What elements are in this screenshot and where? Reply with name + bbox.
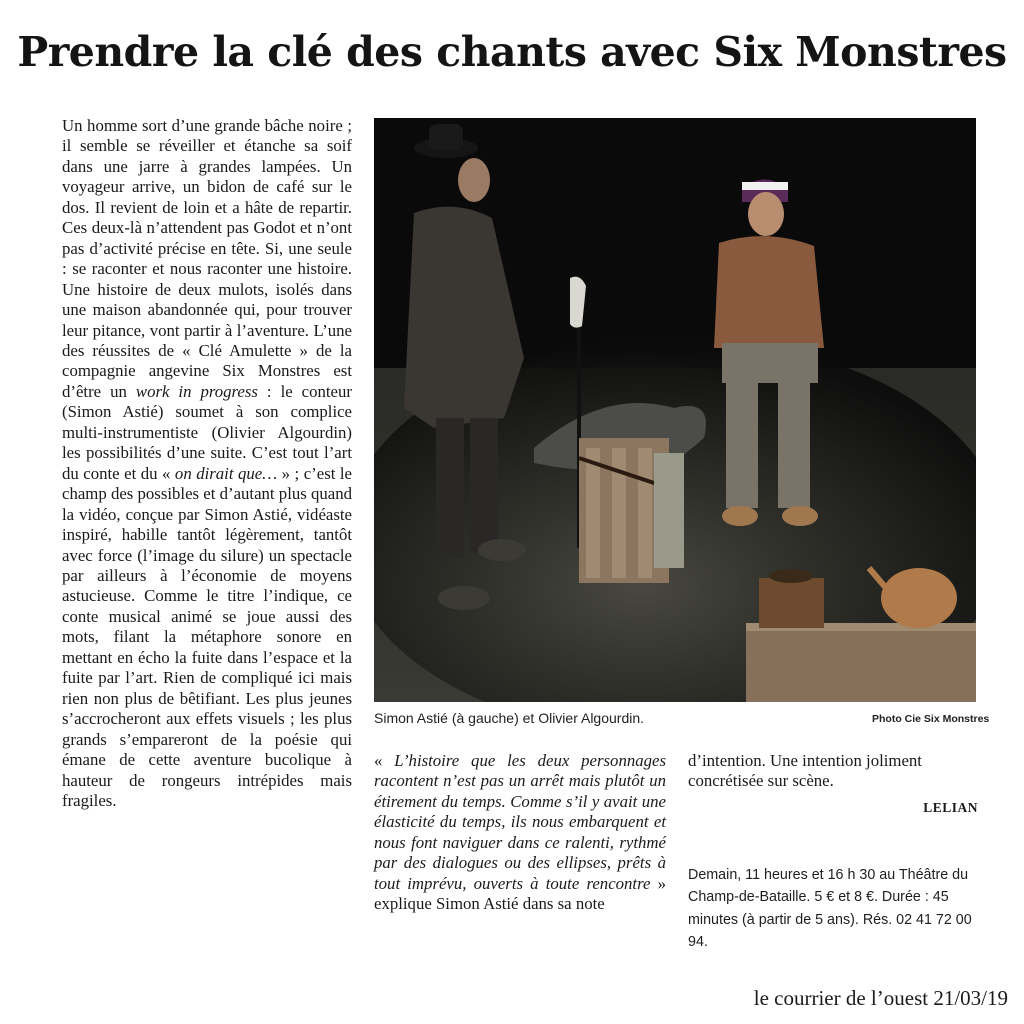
article-paragraph: d’intention. Une intention joliment concrétisée sur scène.	[688, 751, 922, 791]
quote-open: «	[374, 751, 395, 770]
article-text: : le conteur (Simon Astié) soumet à son complice multi-instrumentiste (Olivier Algourdin) les possibilités d’une suite. C’est tout l’art du conte et du «	[62, 381, 352, 483]
headline: Prendre la clé des chants avec Six Monstres	[17, 28, 1007, 76]
article-italic-text: work in progress	[135, 381, 258, 401]
practical-info-text: Demain, 11 heures et 16 h 30 au Théâtre du Champ-de-Bataille. 5 € et 8 €. Durée : 45 minutes (à partir de 5 ans). Rés. 02 41 72 00 94.	[688, 867, 972, 950]
article-column-2	[374, 751, 666, 915]
article-text: » ; c’est le champ des possibles et d’autant plus quand la vidéo, conçue par Simon Astié, vidéaste inspiré, habille tantôt légèrement, tantôt avec force (l’image du silure) un spectacle par ailleurs à l’économie de moyens astucieuse. Comme le titre l’indique, ce conte musical animé se joue aussi des mots, filant la métaphore sonore en mettant en écho la fuite dans l’espace et la fuite par l’art. Rien de compliqué ici mais rien non plus de bêtifiant. Les plus jeunes s’accrocheront aux effets visuels ; les plus grands s’empareront de la poésie qui émane de cette aventure bucolique à hauteur de rongeurs intrépides mais fragiles.	[62, 463, 353, 810]
coffee-grinder	[759, 578, 824, 628]
article-text: Un homme sort d’une grande bâche noire ; il semble se réveiller et étanche sa soif dans une jarre à grandes lampées. Un voyageur arrive, un bidon de café sur le dos. Il revient de loin et a hâte de repartir. Ces deux-là n’attendent pas Godot et n’ont pas d’activité précise en tête. Si, une seule : se raconter et nous raconter une histoire. Une histoire de deux mulots, isolés dans une maison abandonnée qui, pour trouver leur pitance, vont partir à l’aventure. L’une des réussites de « Clé Amulette » de la compagnie angevine Six Monstres est d’être un	[62, 116, 352, 401]
photo-credit: Photo Cie Six Monstres	[872, 713, 990, 725]
author-signature: LELIAN	[923, 800, 978, 815]
quote-text: L’histoire que les deux personnages racontent n’est pas un arrêt mais plutôt un étirement du temps. Comme s’il y avait une élasticité du temps, ils nous embarquent et nous font naviguer dans ce ralenti, rythmé par des dialogues ou des ellipses, prêts à tout imprévu, ouverts à toute rencontre	[374, 751, 666, 893]
stage-photo-illustration	[374, 118, 976, 702]
article-paragraph	[62, 116, 352, 811]
copper-kettle	[881, 568, 957, 628]
source-footer: le courrier de l’ouest 21/03/19	[753, 986, 1008, 1010]
practical-info	[688, 864, 978, 953]
quote-close: » explique Simon Astié dans sa note	[374, 873, 667, 914]
wooden-crate	[579, 438, 684, 583]
article-paragraph	[374, 751, 666, 915]
article-column-1	[62, 116, 352, 811]
article-italic-text: on dirait que…	[174, 463, 278, 483]
article-column-3	[688, 751, 978, 792]
photo-caption: Simon Astié (à gauche) et Olivier Algourdin.	[374, 710, 645, 726]
stage-photo	[374, 118, 976, 702]
